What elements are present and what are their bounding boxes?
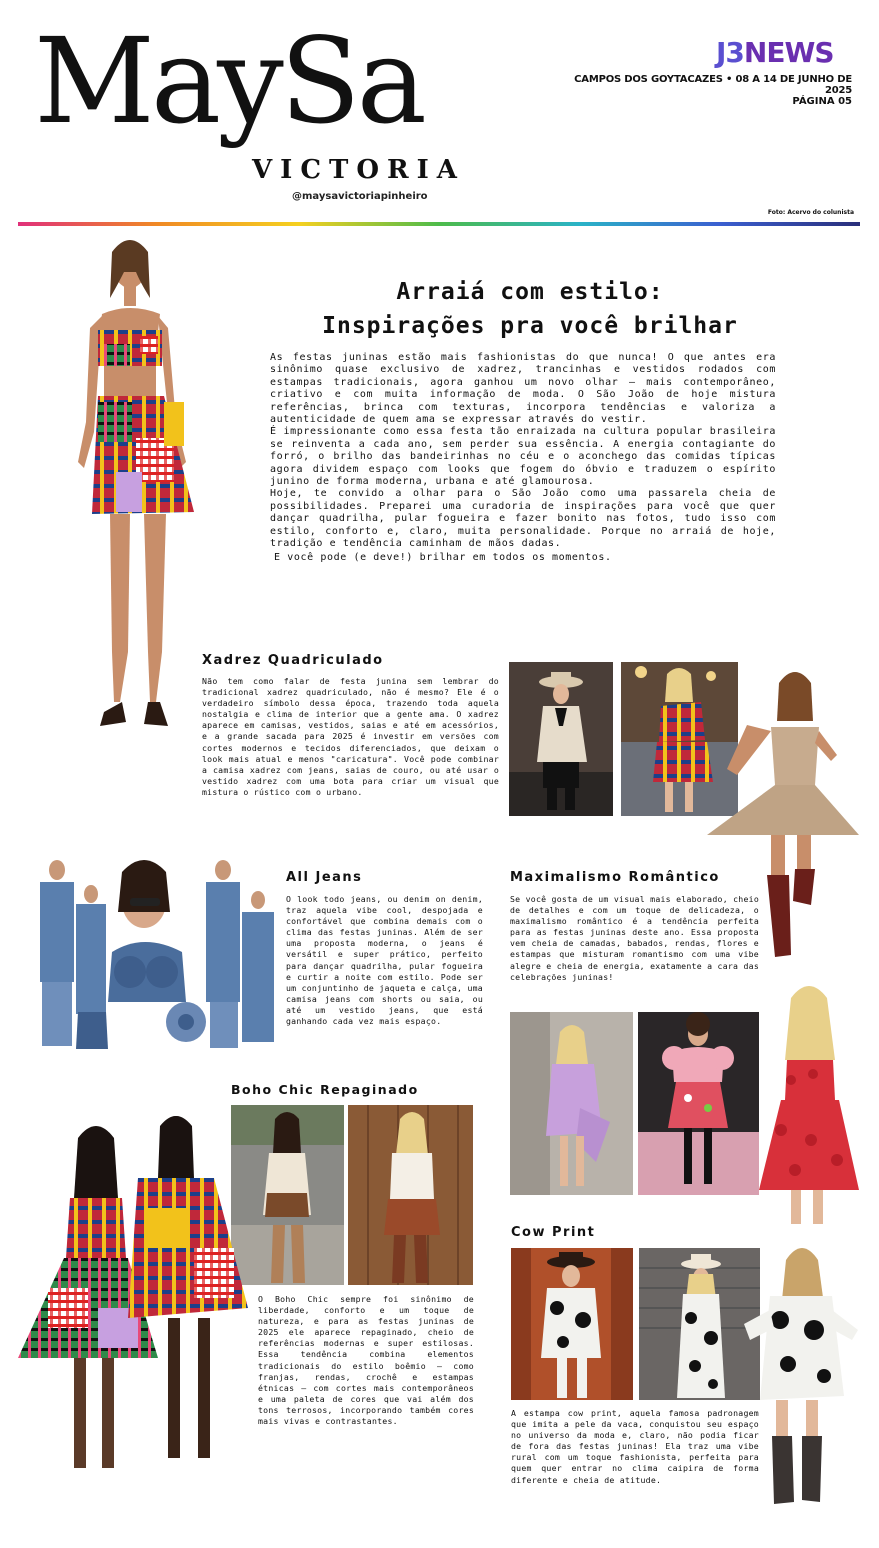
section-title-xadrez: Xadrez Quadriculado [202, 653, 384, 668]
column-logo-subtitle: VICTORIA [252, 155, 465, 185]
photo-maximalismo-2 [638, 1012, 759, 1195]
photo-maximalismo-3-red-dress [751, 980, 859, 1226]
instagram-handle: @maysavictoriapinheiro [292, 191, 428, 202]
article-intro [270, 352, 776, 564]
section-title-jeans: All Jeans [286, 870, 363, 885]
photo-credit: Foto: Acervo do colunista [767, 209, 854, 216]
photo-cow-1 [511, 1248, 633, 1400]
intro-paragraph: E você pode (e deve!) brilhar em todos os momentos. [274, 551, 612, 563]
intro-paragraph: É impressionante como essa festa tão enraizada na cultura popular brasileira se reinventa a cada ano, sem perder sua essência. A energia contagiante do forró, o brilho das bandeirinhas no céu e o aconchego das comidas típicas agora dividem espaço com looks que fogem do óbvio e traduzem o espírito junino de forma moderna, urbana e até glamourosa. [270, 426, 776, 488]
section-text-cow: A estampa cow print, aquela famosa padronagem que imita a pele da vaca, conquistou seu espaço no universo da moda e, claro, não podia ficar de fora das festas juninas! Ela traz uma vibe rural com um toque fashionista, perfeita para quem quer entrar no clima caipira de forma diferente e cheia de atitude. [511, 1408, 759, 1485]
rainbow-divider [18, 222, 860, 226]
section-text-xadrez: Não tem como falar de festa junina sem lembrar do tradicional xadrez quadriculado, não é mesmo? Ele é o verdadeiro símbolo dessa época, trazendo toda aquela nostalgia e clima de interior que a gente ama. O xadrez aparece em camisas, vestidos, saias e até em acessórios, e a grande sacada para 2025 é investir em versões com cortes modernos e tecidos diferenciados, que deixam o look mais atual e menos "caricatura". Você pode combinar a camisa xadrez com jeans, saias de couro, ou até usar o vestido xadrez com uma bota para criar um visual que mistura o rústico com o urbano. [202, 676, 499, 797]
section-title-cow: Cow Print [511, 1225, 596, 1240]
section-text-maximalismo: Se você gosta de um visual mais elaborado, cheio de detalhes e com um toque de delicadeza, o maximalismo romântico é a tendência perfeita para as festas juninas deste ano. Essa proposta vem cheia de camadas, babados, rendas, flores e estampas que misturam romantismo com uma vibe alegre e cheia de energia, exatamente a cara das celebrações juninas! [510, 894, 759, 982]
section-title-maximalismo: Maximalismo Romântico [510, 870, 720, 885]
brand-part-b: NEWS [743, 36, 834, 69]
photo-all-jeans-collage [36, 852, 276, 1049]
newspaper-logo [716, 36, 834, 69]
photo-model-patchwork [44, 232, 204, 794]
article-headline [270, 275, 790, 343]
section-title-boho: Boho Chic Repaginado [231, 1082, 419, 1097]
photo-boho-patchwork-models [18, 1108, 258, 1498]
intro-paragraph: As festas juninas estão mais fashionistas do que nunca! O que antes era sinônimo quase exclusivo de xadrez, trancinhas e vestidos rodados com estampas tradicionais, agora ganhou um novo olhar — mais contemporâneo, criativo e com muita informação de moda. O São João de hoje mistura referências, brinca com texturas, incorpora tendências e valoriza a autenticidade de quem ama se expressar através do vestir. [270, 352, 776, 426]
section-text-boho: O Boho Chic sempre foi sinônimo de liberdade, conforto e um toque de natureza, e para as festas juninas de 2025 ele aparece repaginado, cheio de referências modernas e super estilosas. Essa tendência combina elementos tradicionais do estilo boêmio — como franjas, rendas, crochê e estampas étnicas — com cortes mais contemporâneos e uma paleta de cores que vai além dos tons terrosos, incorporando também cores mais vivas e contrastantes. [258, 1294, 474, 1427]
photo-boho-2 [348, 1105, 473, 1285]
edition-line: CAMPOS DOS GOYTACAZES • 08 A 14 DE JUNHO DE 2025 [574, 74, 852, 96]
page-number: PÁGINA 05 [792, 96, 852, 107]
section-text-jeans: O look todo jeans, ou denim on denim, traz aquela vibe cool, despojada e confortável que combina demais com o clima das festas juninas. Além de ser uma proposta moderna, o jeans é versátil e super prático, perfeito para dançar quadrilha, pular fogueira e curtir a noite com estilo. Pode ser um conjuntinho de jaqueta e calça, uma camisa jeans com shorts ou saia, ou até um vestido jeans, que está ganhando cada vez mais espaço. [286, 894, 483, 1027]
column-logo: MaySa [34, 12, 424, 150]
headline-line-2: Inspirações pra você brilhar [322, 313, 738, 339]
headline-line-1: Arraiá com estilo: [396, 279, 664, 305]
intro-paragraph: Hoje, te convido a olhar para o São João como uma passarela cheia de possibilidades. Preparei uma curadoria de inspirações para você que quer dançar quadrilha, pular fogueira e fazer bonito nas fotos, tudo isso com estilo, conforto e, claro, muita personalidade. Porque no arraiá de hoje, tradição e tendência caminham de mãos dadas. [270, 488, 776, 550]
photo-maximalismo-1 [510, 1012, 633, 1195]
brand-part-a: J3 [716, 36, 744, 69]
photo-xadrez-1 [509, 662, 613, 816]
